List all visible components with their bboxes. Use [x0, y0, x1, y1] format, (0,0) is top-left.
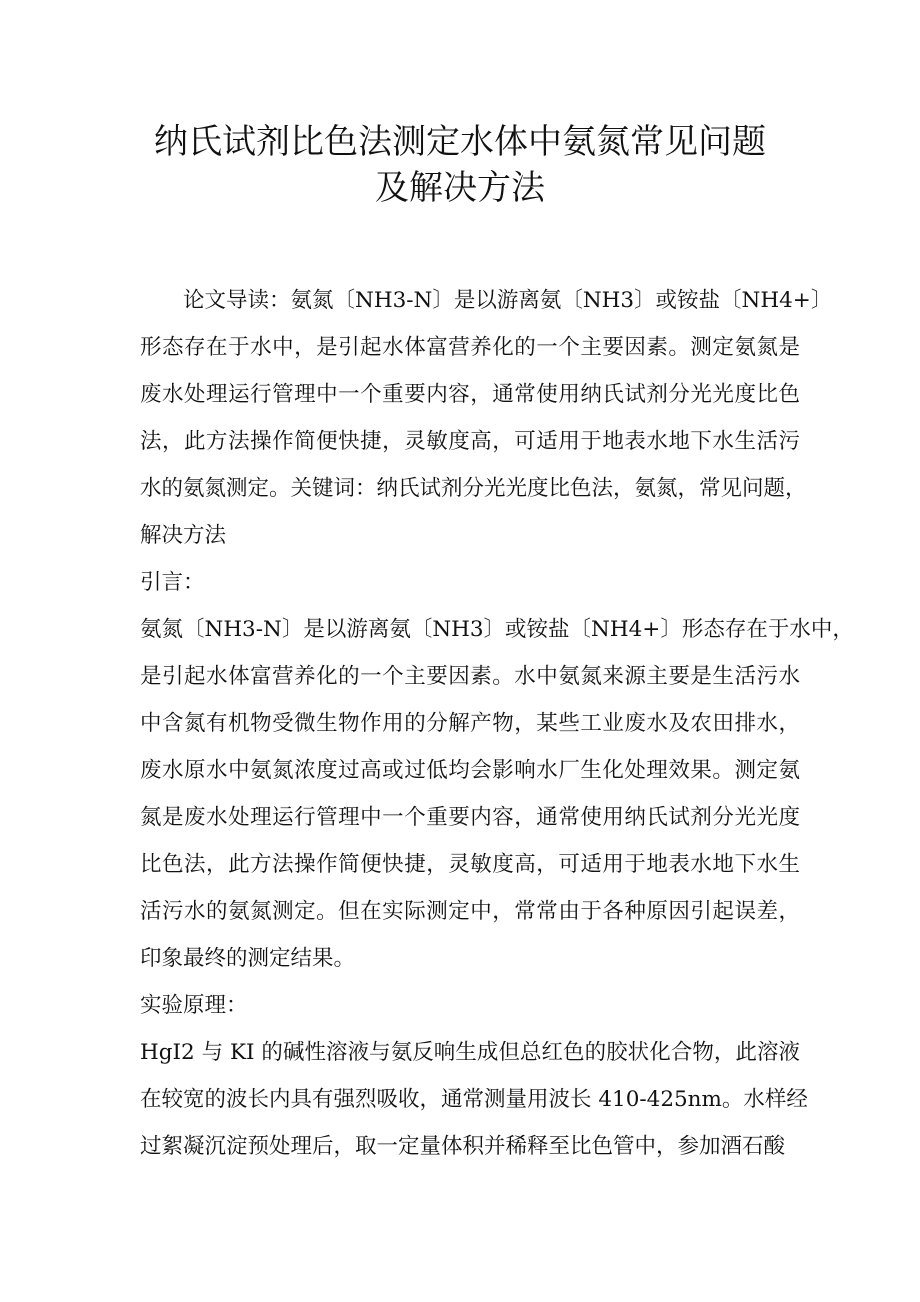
paragraph-line: 废水处理运行管理中一个重要内容，通常使用纳氏试剂分光光度比色: [140, 382, 800, 407]
paragraph-line: 废水原水中氨氮浓度过高或过低均会影响水厂生化处理效果。测定氨: [140, 758, 800, 783]
paragraph-line: 中含氮有机物受微生物作用的分解产物，某些工业废水及农田排水，: [140, 711, 800, 736]
paragraph-line: 氮是废水处理运行管理中一个重要内容，通常使用纳氏试剂分光光度: [140, 805, 800, 830]
paragraph-line: 解决方法: [140, 523, 227, 548]
paragraph-line: 是引起水体富营养化的一个主要因素。水中氨氮来源主要是生活污水: [140, 664, 800, 689]
paragraph-line: 法，此方法操作简便快捷，灵敏度高，可适用于地表水地下水生活污: [140, 429, 800, 454]
paragraph-line: 论文导读：氨氮〔NH3-N〕是以游离氨〔NH3〕或铵盐〔NH4+〕: [183, 288, 833, 313]
paragraph-line: 比色法，此方法操作简便快捷，灵敏度高，可适用于地表水地下水生: [140, 852, 800, 877]
paragraph-line: 过絮凝沉淀预处理后，取一定量体积并稀释至比色管中，参加酒石酸: [140, 1134, 786, 1159]
paragraph-line: 引言：: [140, 570, 205, 595]
paragraph-line: 活污水的氨氮测定。但在实际测定中，常常由于各种原因引起误差，: [140, 899, 800, 924]
paragraph-line: HgI2 与 KI 的碱性溶液与氨反响生成但总红色的胶状化合物，此溶液: [140, 1040, 800, 1065]
paragraph-line: 氨氮〔NH3-N〕是以游离氨〔NH3〕或铵盐〔NH4+〕形态存在于水中，: [140, 617, 854, 642]
paragraph: [140, 982, 800, 1029]
paragraph: [140, 277, 833, 559]
paragraph: [140, 559, 800, 606]
paragraph-line: 实验原理：: [140, 993, 248, 1018]
paragraph-line: 形态存在于水中，是引起水体富营养化的一个主要因素。测定氨氮是: [140, 335, 800, 360]
paragraph-line: 在较宽的波长内具有强烈吸收，通常测量用波长 410-425nm。水样经: [140, 1087, 808, 1112]
paragraph: [140, 606, 854, 982]
document-title-line-1: 纳氏试剂比色法测定水体中氨氮常见问题: [154, 122, 766, 162]
paragraph-line: 水的氨氮测定。关键词：纳氏试剂分光光度比色法，氨氮，常见问题，: [140, 476, 807, 501]
paragraph-line: 印象最终的测定结果。: [140, 946, 356, 971]
document-title-line-2: 及解决方法: [375, 168, 545, 208]
paragraph: [140, 1029, 808, 1170]
document-body: [140, 277, 854, 1170]
